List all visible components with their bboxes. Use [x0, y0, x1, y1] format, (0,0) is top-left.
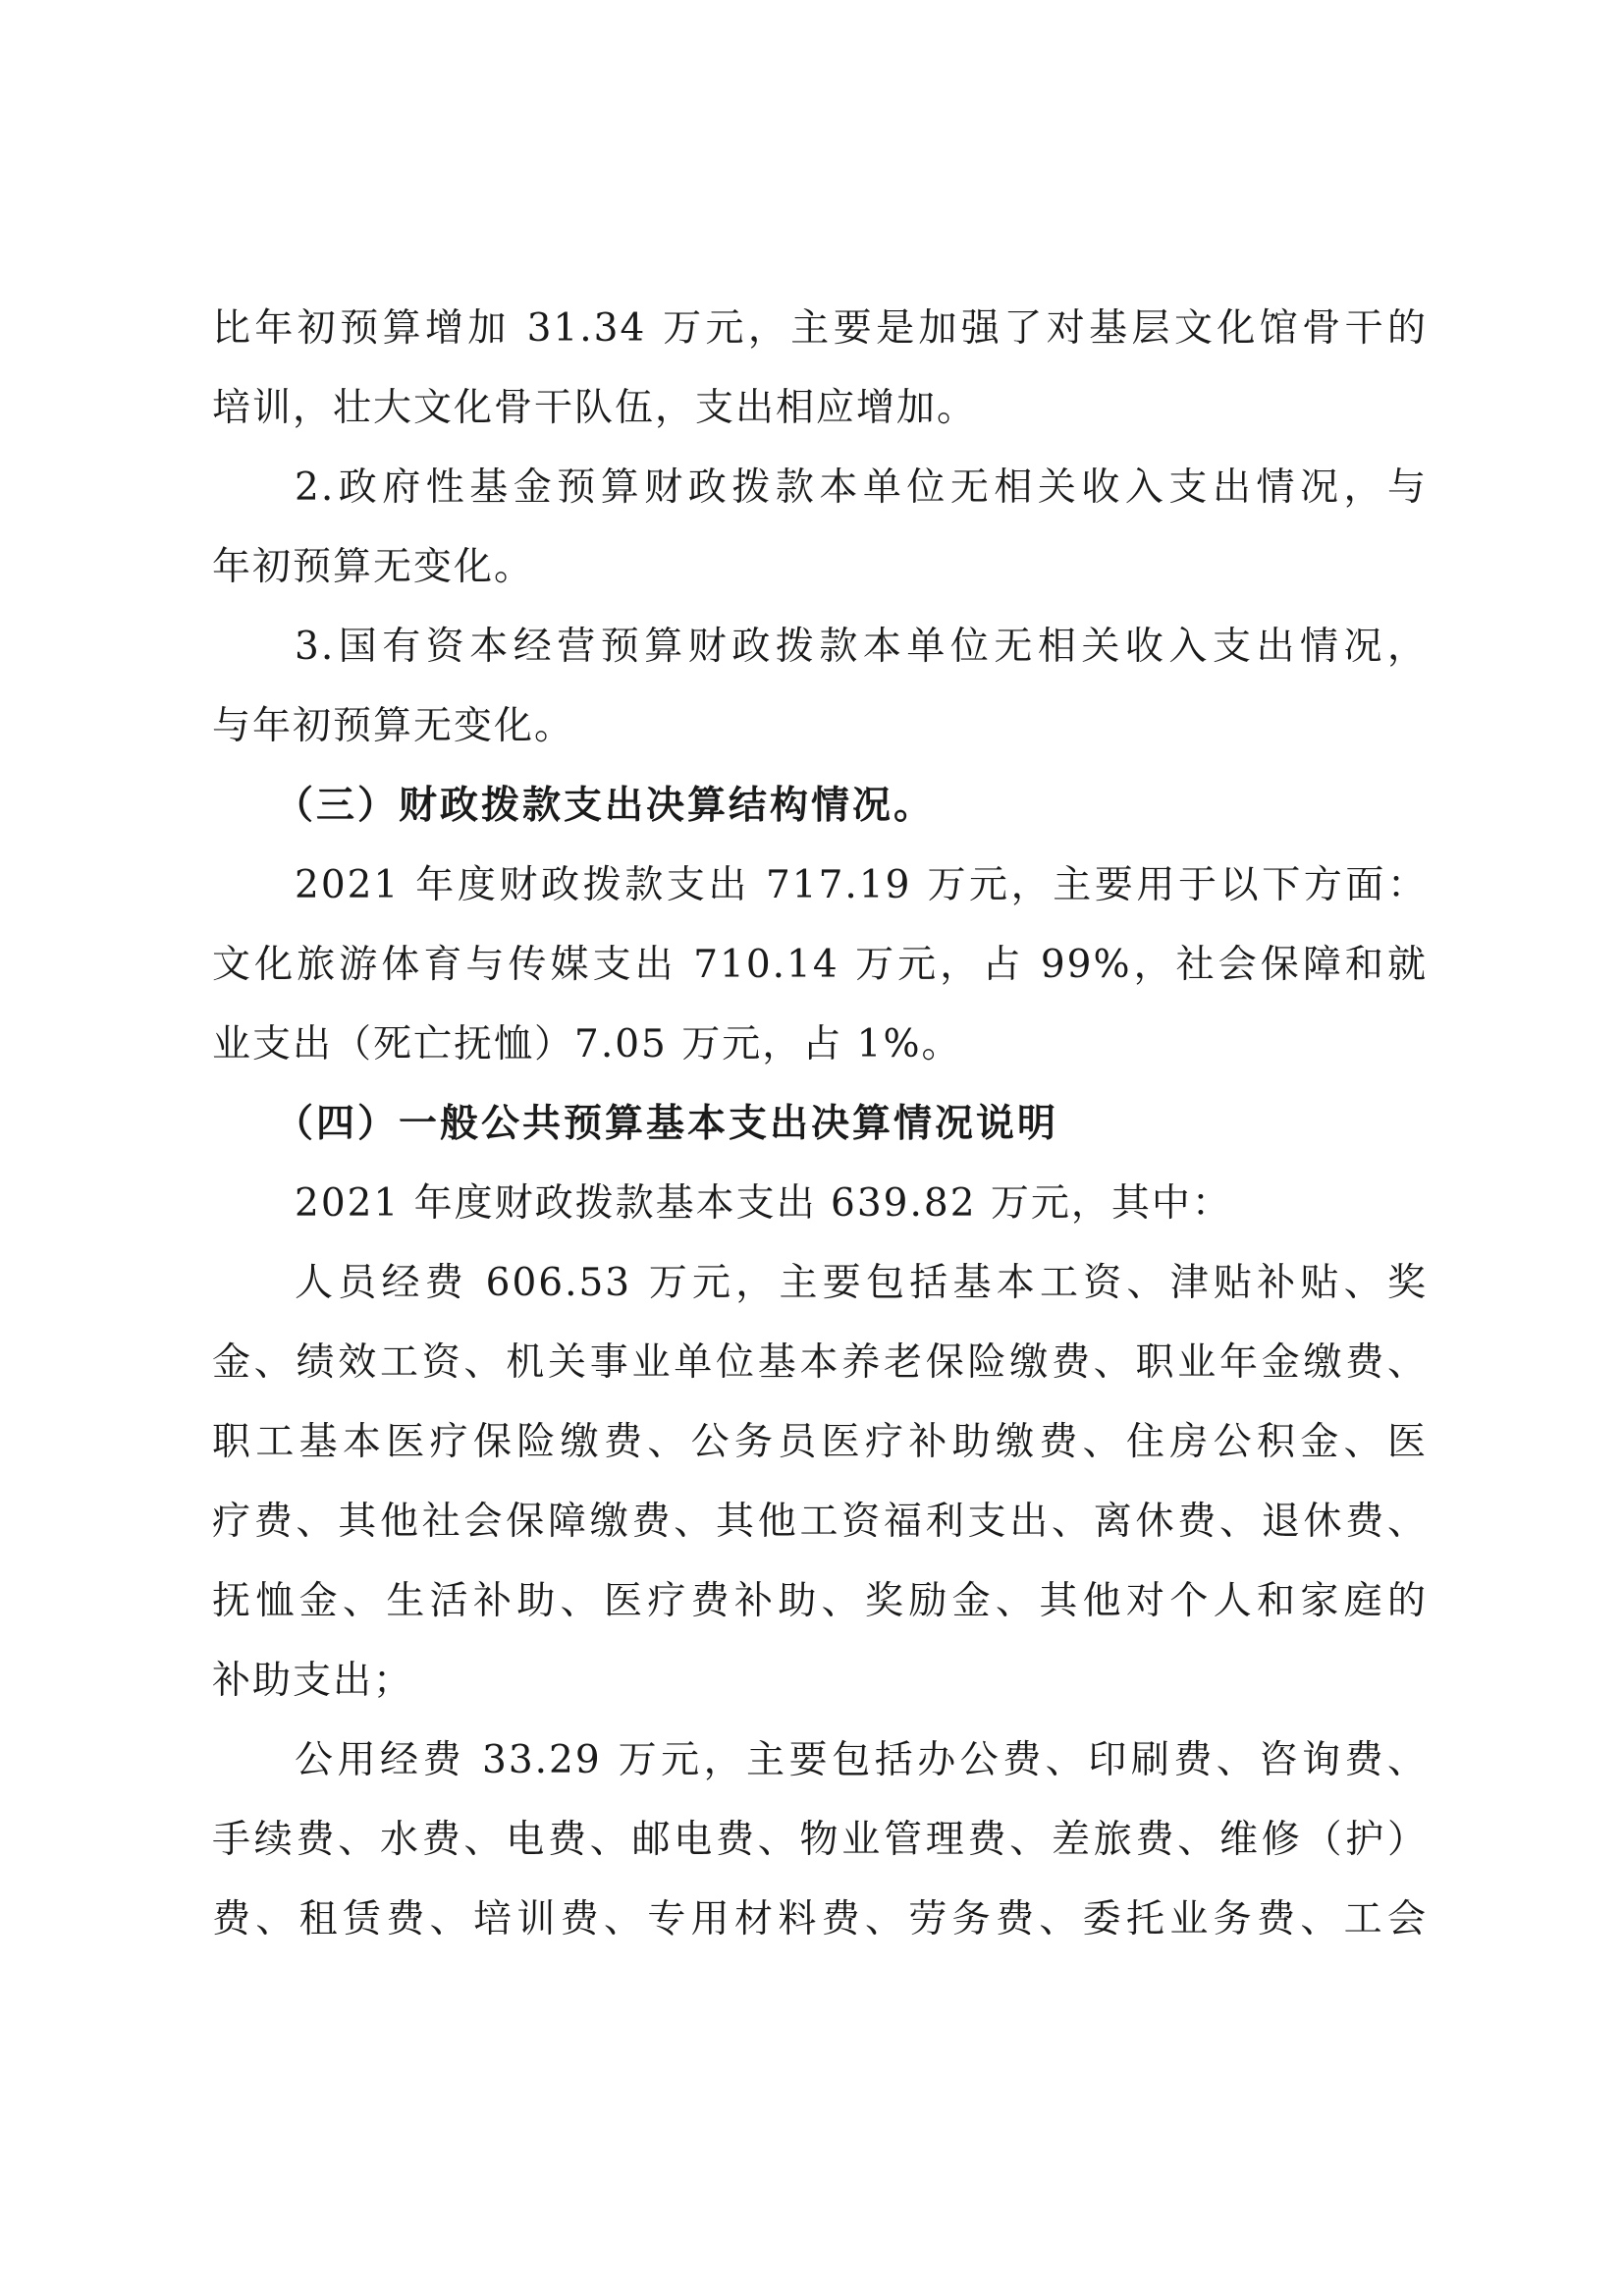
paragraph-line: 年初预算无变化。	[212, 545, 535, 589]
paragraph-line: 金、绩效工资、机关事业单位基本养老保险缴费、职业年金缴费、	[212, 1340, 1428, 1385]
paragraph-line: 业支出（死亡抚恤）7.05 万元，占 1%。	[212, 1022, 962, 1066]
paragraph-line: 抚恤金、生活补助、医疗费补助、奖励金、其他对个人和家庭的	[212, 1579, 1428, 1623]
paragraph-line: 与年初预算无变化。	[212, 704, 575, 748]
paragraph-line: 文化旅游体育与传媒支出 710.14 万元，占 99%，社会保障和就	[212, 943, 1428, 987]
paragraph-line: 费、租赁费、培训费、专用材料费、劳务费、委托业务费、工会	[212, 1897, 1428, 1941]
paragraph-line: 职工基本医疗保险缴费、公务员医疗补助缴费、住房公积金、医	[212, 1420, 1428, 1464]
paragraph-line: 3.国有资本经营预算财政拨款本单位无相关收入支出情况，	[295, 625, 1428, 669]
section-heading: （四）一般公共预算基本支出决算情况说明	[275, 1102, 1059, 1146]
paragraph-line: 培训，壮大文化骨干队伍，支出相应增加。	[212, 386, 978, 430]
paragraph-line: 人员经费 606.53 万元，主要包括基本工资、津贴补贴、奖	[295, 1261, 1428, 1305]
section-heading: （三）财政拨款支出决算结构情况。	[275, 784, 936, 828]
paragraph-line: 比年初预算增加 31.34 万元，主要是加强了对基层文化馆骨干的	[212, 306, 1428, 351]
paragraph-line: 手续费、水费、电费、邮电费、物业管理费、差旅费、维修（护）	[212, 1818, 1428, 1862]
paragraph-line: 公用经费 33.29 万元，主要包括办公费、印刷费、咨询费、	[295, 1738, 1428, 1782]
paragraph-line: 补助支出；	[212, 1659, 414, 1703]
paragraph-line: 2021 年度财政拨款支出 717.19 万元，主要用于以下方面：	[295, 863, 1428, 907]
paragraph-line: 2021 年度财政拨款基本支出 639.82 万元，其中：	[295, 1181, 1232, 1226]
paragraph-line: 疗费、其他社会保障缴费、其他工资福利支出、离休费、退休费、	[212, 1500, 1428, 1544]
paragraph-line: 2.政府性基金预算财政拨款本单位无相关收入支出情况，与	[295, 465, 1428, 510]
